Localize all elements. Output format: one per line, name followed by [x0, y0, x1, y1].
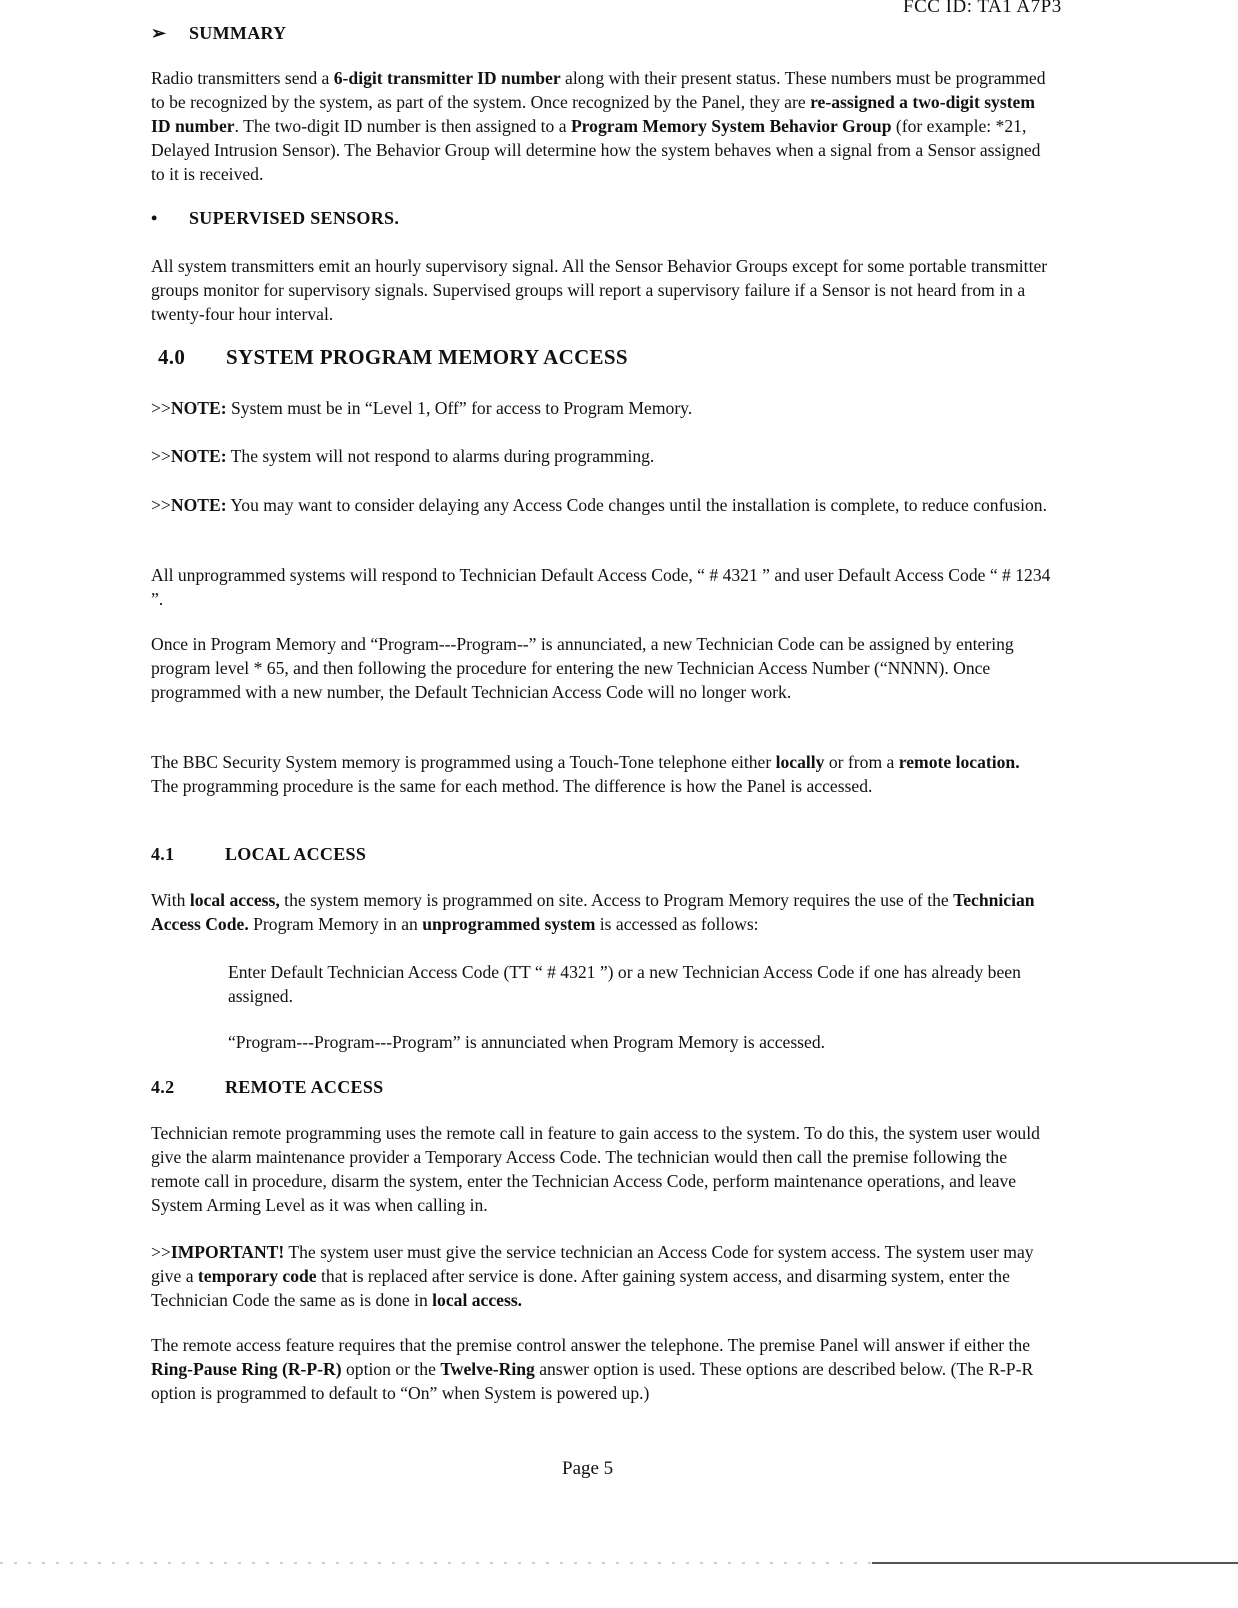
- supervised-heading: [151, 206, 399, 230]
- section-4-2-heading: [151, 1075, 383, 1099]
- local-step-2: “Program---Program---Program” is annunciated when Program Memory is accessed.: [228, 1032, 826, 1052]
- new-technician-code-paragraph: Once in Program Memory and “Program---Program--” is annunciated, a new Technician Code can be assigned by entering program level * 65, and then following the procedure for entering the new Technician Access Number (“NNNN). Once programmed with a new number, the Default Technician Access Code will no longer work.: [151, 634, 1014, 702]
- arrow-bullet-icon: ➢: [151, 23, 167, 43]
- local-text-3: Program Memory in an: [248, 914, 423, 934]
- summary-bold-3: Program Memory System Behavior Group: [570, 116, 892, 136]
- important-paragraph: [151, 1240, 1051, 1312]
- bbc-bold-1: locally: [775, 752, 825, 772]
- local-bold-2: Technician Access Code.: [151, 890, 1035, 934]
- scan-artifact-line-solid: [872, 1562, 1238, 1564]
- round-bullet-icon: •: [151, 208, 158, 228]
- summary-paragraph: [151, 66, 1051, 186]
- remote-answer-paragraph: [151, 1333, 1051, 1405]
- remote-text-1: The remote access feature requires that the premise control answer the telephone. The premise Panel will answer if either the: [151, 1335, 1031, 1355]
- note-label: NOTE:: [170, 495, 227, 515]
- important-bold-2: local access.: [432, 1290, 523, 1310]
- note-prefix: >>: [151, 446, 171, 466]
- note-prefix: >>: [151, 495, 171, 515]
- local-text-4: is accessed as follows:: [595, 914, 759, 934]
- section-title: LOCAL ACCESS: [225, 844, 367, 864]
- page-number: Page 5: [562, 1458, 614, 1479]
- summary-text-4: (for example: *21, Delayed Intrusion Sensor). The Behavior Group will determine how the system behaves when a signal from a Sensor assigned to it is received.: [151, 116, 1041, 184]
- note-2: [151, 444, 1051, 468]
- note-3: [151, 493, 1051, 517]
- supervised-title: SUPERVISED SENSORS.: [189, 208, 400, 228]
- remote-bold-1: Ring-Pause Ring (R-P-R): [151, 1359, 342, 1379]
- local-bold-1: local access,: [189, 890, 280, 910]
- local-step-1: Enter Default Technician Access Code (TT “ # 4321 ”) or a new Technician Access Code if one has already been assigned.: [228, 962, 1021, 1006]
- important-label: IMPORTANT!: [170, 1242, 285, 1262]
- bbc-text-1: The BBC Security System memory is programmed using a Touch-Tone telephone either: [151, 752, 776, 772]
- important-text-2: that is replaced after service is done. After gaining system access, and disarming system, enter the Technician Code the same as is done in: [151, 1266, 1010, 1310]
- fcc-id-header: FCC ID: TA1 A7P3: [903, 0, 1062, 17]
- section-4-1-heading: [151, 842, 366, 866]
- summary-text-1: Radio transmitters send a: [151, 68, 334, 88]
- section-title: REMOTE ACCESS: [225, 1077, 384, 1097]
- local-access-paragraph: [151, 888, 1051, 936]
- note-label: NOTE:: [170, 398, 227, 418]
- section-number: 4.1: [151, 844, 175, 864]
- summary-bold-2: re-assigned a two-digit system ID number: [151, 92, 1036, 136]
- note-prefix: >>: [151, 398, 171, 418]
- bbc-text-2: or from a: [824, 752, 899, 772]
- note-text: System must be in “Level 1, Off” for access to Program Memory.: [226, 398, 693, 418]
- supervised-paragraph: All system transmitters emit an hourly supervisory signal. All the Sensor Behavior Groups except for some portable transmitter groups monitor for supervisory signals. Supervised groups will report a supervisory failure if a Sensor is not heard from in a twenty-four hour interval.: [151, 256, 1048, 324]
- section-title: SYSTEM PROGRAM MEMORY ACCESS: [226, 345, 628, 369]
- local-text-2: the system memory is programmed on site. Access to Program Memory requires the use of the: [279, 890, 954, 910]
- important-bold-1: temporary code: [197, 1266, 317, 1286]
- remote-programming-paragraph: Technician remote programming uses the remote call in feature to gain access to the system. To do this, the system user would give the alarm maintenance provider a Temporary Access Code. The technician would then call the premise following the remote call in procedure, disarm the system, enter the Technician Access Code, perform maintenance operations, and leave System Arming Level as it was when calling in.: [151, 1123, 1040, 1215]
- summary-title: SUMMARY: [189, 23, 287, 43]
- bbc-text-3: The programming procedure is the same for each method. The difference is how the Panel is accessed.: [151, 776, 873, 796]
- section-number: 4.0: [158, 345, 186, 369]
- summary-text-3: . The two-digit ID number is then assigned to a: [234, 116, 571, 136]
- note-text: You may want to consider delaying any Access Code changes until the installation is complete, to reduce confusion.: [226, 495, 1047, 515]
- note-label: NOTE:: [170, 446, 227, 466]
- local-bold-3: unprogrammed system: [422, 914, 596, 934]
- note-text: The system will not respond to alarms during programming.: [226, 446, 655, 466]
- section-number: 4.2: [151, 1077, 175, 1097]
- default-codes-paragraph: All unprogrammed systems will respond to Technician Default Access Code, “ # 4321 ” and user Default Access Code “ # 1234 ”.: [151, 565, 1051, 609]
- remote-text-2: option or the: [341, 1359, 441, 1379]
- bbc-bold-2: remote location.: [898, 752, 1020, 772]
- summary-bold-1: 6-digit transmitter ID number: [333, 68, 561, 88]
- important-text-1: The system user must give the service technician an Access Code for system access. The system user may give a: [151, 1242, 1034, 1286]
- remote-bold-2: Twelve-Ring: [440, 1359, 535, 1379]
- section-4-0-heading: [158, 345, 628, 369]
- summary-heading: [151, 21, 286, 45]
- important-prefix: >>: [151, 1242, 171, 1262]
- note-1: [151, 396, 1051, 420]
- bbc-paragraph: [151, 750, 1051, 798]
- summary-text-2: along with their present status. These numbers must be programmed to be recognized by the system, as part of the system. Once recognized by the Panel, they are: [151, 68, 1046, 112]
- remote-text-3: answer option is used. These options are described below. (The R-P-R option is programmed to default to “On” when System is powered up.): [151, 1359, 1034, 1403]
- local-text-1: With: [151, 890, 190, 910]
